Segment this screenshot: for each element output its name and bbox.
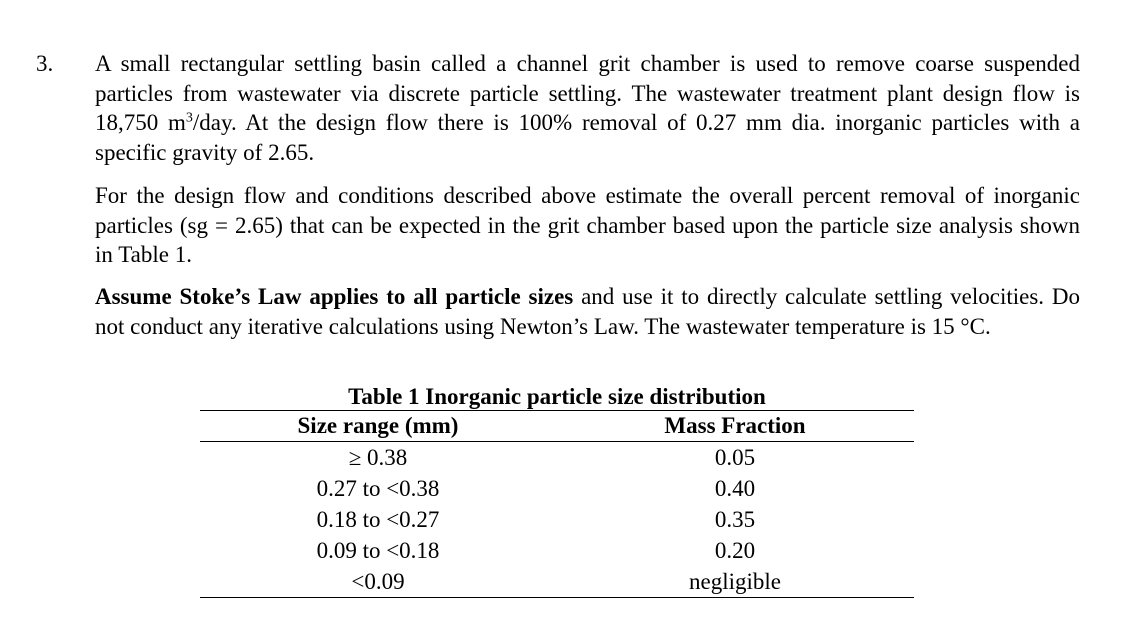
- paragraph-3-rest: and use it to directly calculate settling velocities. Do not conduct any iterative calculations using Newton’s Law. The wastewater temperature is 15 °C.: [95, 284, 1080, 339]
- fraction-cell: 0.20: [714, 537, 756, 563]
- header-mass-fraction: Mass Fraction: [664, 413, 806, 439]
- fraction-cell: 0.40: [714, 475, 756, 501]
- stokes-law-assumption: Assume Stoke’s Law applies to all particle sizes: [95, 284, 574, 309]
- table-row: [200, 442, 914, 474]
- paragraph-1-lead: A small rectangular settling basin called a channel grit chamber is used to remove coarse suspended particles from wastewater via discrete particle settling. The wastewater treatment plant design flow is 18,750 m: [95, 51, 1080, 135]
- cubic-superscript: 3: [185, 110, 193, 126]
- question-number: 3.: [36, 51, 54, 76]
- fraction-cell: negligible: [689, 568, 781, 594]
- size-cell: 0.09 to <0.18: [316, 537, 440, 563]
- table-caption: Table 1 Inorganic particle size distribution: [348, 384, 766, 409]
- problem-paragraph-2: For the design flow and conditions described above estimate the overall percent removal of inorganic particles (sg = 2.65) that can be expected in the grit chamber based upon the particle size analysis shown in Table 1.: [95, 183, 1080, 267]
- size-cell: 0.18 to <0.27: [316, 506, 440, 532]
- size-cell: 0.27 to <0.38: [316, 475, 440, 501]
- table-row: [200, 473, 914, 504]
- size-cell: <0.09: [351, 568, 405, 594]
- fraction-cell: 0.05: [714, 444, 756, 470]
- table-row: [200, 504, 914, 535]
- problem-paragraph-1: [95, 49, 1080, 167]
- fraction-cell: 0.35: [714, 506, 756, 532]
- paragraph-1-tail: /day. At the design flow there is 100% removal of 0.27 mm dia. inorganic particles with a specific gravity of 2.65.: [95, 110, 1081, 165]
- problem-paragraph-3: [95, 282, 1080, 341]
- table-row: [200, 535, 914, 566]
- table-header-row: [200, 411, 914, 442]
- header-size-range: Size range (mm): [297, 413, 459, 439]
- table-row: [200, 566, 914, 598]
- particle-size-table: [200, 410, 914, 598]
- size-cell: ≥ 0.38: [348, 444, 408, 470]
